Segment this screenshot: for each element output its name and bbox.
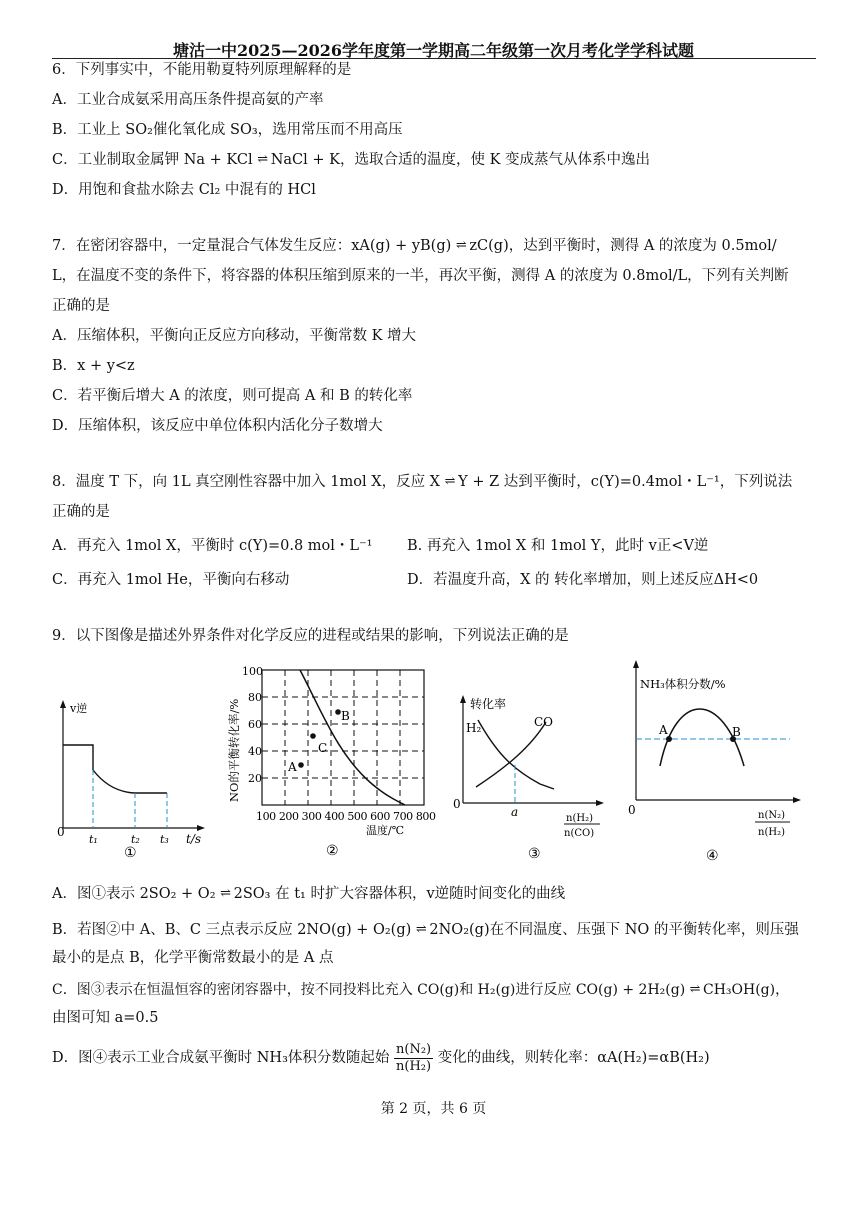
q8-option-c: C．再充入 1mol He，平衡向右移动 — [52, 572, 290, 588]
g1-curve — [63, 745, 167, 793]
g3-x-num: n(H₂) — [566, 813, 593, 824]
g3-origin: 0 — [453, 797, 461, 811]
g2-ytick-80: 80 — [248, 691, 262, 704]
q6-option-a: A．工业合成氨采用高压条件提高氨的产率 — [52, 92, 324, 108]
fig-label-3: ③ — [528, 846, 541, 862]
g4-label-a: A — [659, 723, 668, 737]
fig-label-4: ④ — [706, 848, 719, 864]
q9-d-post: 变化的曲线，则转化率：αA(H₂)=αB(H₂) — [437, 1050, 710, 1066]
fig-label-2: ② — [326, 843, 339, 859]
title-divider — [52, 58, 816, 59]
q9-d-pre: D．图④表示工业合成氨平衡时 NH₃体积分数随起始 — [52, 1050, 390, 1066]
g2-xlabel: 温度/℃ — [366, 824, 405, 837]
q9-b1-post: 2NO₂(g)在不同温度、压强下 NO 的平衡转化率，则压强 — [429, 922, 799, 938]
g2-xticks: 100 200 300 400 500 600 700 800 — [256, 810, 436, 823]
g3-x-den: n(CO) — [564, 828, 595, 839]
g1-ylabel: v逆 — [70, 702, 88, 715]
graph-4 — [628, 660, 801, 838]
q9-option-a — [52, 884, 565, 904]
q9-c1-pre: C．图③表示在恒温恒容的密闭容器中，按不同投料比充入 CO(g)和 H₂(g)进行反应 CO(g) + 2H₂(g) — [52, 982, 686, 998]
q6-c-pre: C．工业制取金属钾 Na + KCl — [52, 152, 253, 168]
g2-ytick-20: 20 — [248, 772, 262, 785]
q8-stem-line1 — [52, 472, 792, 492]
q7-stem-line1 — [52, 236, 777, 256]
q9-option-b-line2: 最小的是点 B，化学平衡常数最小的是 A 点 — [52, 950, 334, 966]
g1-t3: t₃ — [160, 833, 169, 846]
g2-point-a — [298, 762, 304, 768]
g2-ytick-100: 100 — [242, 665, 263, 678]
g4-origin: 0 — [628, 803, 636, 817]
g2-curve — [300, 670, 405, 805]
q9-a-post: 2SO₃ 在 t₁ 时扩大容器体积，v逆随时间变化的曲线 — [233, 886, 566, 902]
q9-d-fraction — [394, 1042, 433, 1075]
g3-y-arrow-icon — [460, 695, 466, 703]
equilibrium-arrow-icon: ⇌ — [689, 982, 699, 997]
q9-stem: 9．以下图像是描述外界条件对化学反应的进程或结果的影响，下列说法正确的是 — [52, 628, 569, 644]
g2-point-c — [310, 733, 316, 739]
g2-label-a: A — [288, 760, 297, 774]
graph-1 — [57, 700, 205, 846]
q9-option-d — [52, 1040, 710, 1076]
g3-a: a — [511, 805, 519, 819]
graph-2 — [227, 665, 436, 837]
q9-d-frac-den: n(H₂) — [396, 1058, 432, 1074]
g1-x-arrow-icon — [197, 825, 205, 831]
q9-figures — [0, 650, 867, 870]
equilibrium-arrow-icon: ⇌ — [444, 474, 454, 489]
fig-label-1: ① — [124, 845, 137, 861]
g2-label-b: B — [341, 709, 350, 723]
g3-x-arrow-icon — [596, 800, 604, 806]
equilibrium-arrow-icon: ⇌ — [455, 238, 465, 253]
q7-l1-pre: 7．在密闭容器中，一定量混合气体发生反应：xA(g) + yB(g) — [52, 238, 452, 254]
q7-l1-post: zC(g)，达到平衡时，测得 A 的浓度为 0.5mol/ — [469, 238, 777, 254]
q8-option-b: B. 再充入 1mol X 和 1mol Y，此时 v正<V逆 — [407, 538, 709, 554]
g1-xlabel: t/s — [186, 832, 202, 846]
g2-grid — [262, 670, 424, 805]
q9-option-c-line1 — [52, 980, 789, 1000]
g1-t1: t₁ — [89, 833, 98, 846]
q8-l1-post: Y + Z 达到平衡时，c(Y)=0.4mol・L⁻¹，下列说法 — [458, 474, 793, 490]
q7-option-c: C．若平衡后增大 A 的浓度，则可提高 A 和 B 的转化率 — [52, 388, 413, 404]
q9-b1-pre: B．若图②中 A、B、C 三点表示反应 2NO(g) + O₂(g) — [52, 922, 412, 938]
g4-ylabel: NH₃体积分数/% — [640, 677, 726, 691]
q8-option-a: A．再充入 1mol X，平衡时 c(Y)=0.8 mol・L⁻¹ — [52, 538, 373, 554]
q7-stem-line3: 正确的是 — [52, 298, 110, 314]
q6-option-c — [52, 150, 650, 170]
q6-option-b: B．工业上 SO₂催化氧化成 SO₃，选用常压而不用高压 — [52, 122, 403, 138]
g2-ytick-60: 60 — [248, 718, 262, 731]
q7-option-b: B．x + y<z — [52, 358, 135, 374]
g3-label-co: CO — [534, 715, 554, 729]
q7-option-d: D．压缩体积，该反应中单位体积内活化分子数增大 — [52, 418, 383, 434]
g4-x-arrow-icon — [793, 797, 801, 803]
q9-c1-post: CH₃OH(g)， — [702, 982, 790, 998]
g2-label-c: C — [318, 741, 328, 755]
g2-ylabel: NO的平衡转化率/% — [227, 698, 241, 802]
q7-stem-line2: L，在温度不变的条件下，将容器的体积压缩到原来的一半，再次平衡，测得 A 的浓度为 0.8mol/L，下列有关判断 — [52, 268, 789, 284]
equilibrium-arrow-icon: ⇌ — [220, 886, 230, 901]
g4-y-arrow-icon — [633, 660, 639, 668]
q7-option-a: A．压缩体积，平衡向正反应方向移动，平衡常数 K 增大 — [52, 328, 417, 344]
q6-option-d: D．用饱和食盐水除去 Cl₂ 中混有的 HCl — [52, 182, 316, 198]
q9-d-frac-num: n(N₂) — [396, 1041, 432, 1057]
q8-option-d: D．若温度升高，X 的 转化率增加，则上述反应ΔH<0 — [407, 572, 759, 588]
q6-c-post: NaCl + K，选取合适的温度，使 K 变成蒸气从体系中逸出 — [270, 152, 651, 168]
g4-label-b: B — [732, 725, 741, 739]
graph-3 — [453, 695, 604, 839]
g2-point-b — [335, 709, 341, 715]
g3-co-curve — [476, 722, 546, 787]
q9-option-c-line2: 由图可知 a=0.5 — [52, 1010, 159, 1026]
g4-x-num: n(N₂) — [758, 810, 786, 821]
page-footer: 第 2 页，共 6 页 — [380, 1101, 487, 1117]
g2-ytick-40: 40 — [248, 745, 262, 758]
q8-stem-line2: 正确的是 — [52, 504, 110, 520]
g3-label-h2: H₂ — [466, 721, 482, 735]
q9-a-pre: A．图①表示 2SO₂ + O₂ — [52, 886, 216, 902]
g3-ylabel: 转化率 — [470, 697, 507, 711]
g1-origin: 0 — [57, 825, 65, 839]
equilibrium-arrow-icon: ⇌ — [257, 152, 267, 167]
q8-l1-pre: 8．温度 T 下，向 1L 真空刚性容器中加入 1mol X，反应 X — [52, 474, 441, 490]
g1-t2: t₂ — [131, 833, 140, 846]
q6-stem: 6．下列事实中，不能用勒夏特列原理解释的是 — [52, 62, 352, 78]
page-title: 塘沽一中2025—2026学年度第一学期高二年级第一次月考化学学科试题 — [172, 41, 695, 60]
g1-y-arrow-icon — [60, 700, 66, 708]
equilibrium-arrow-icon: ⇌ — [415, 922, 425, 937]
q9-option-b-line1 — [52, 920, 799, 940]
g4-x-den: n(H₂) — [758, 827, 785, 838]
